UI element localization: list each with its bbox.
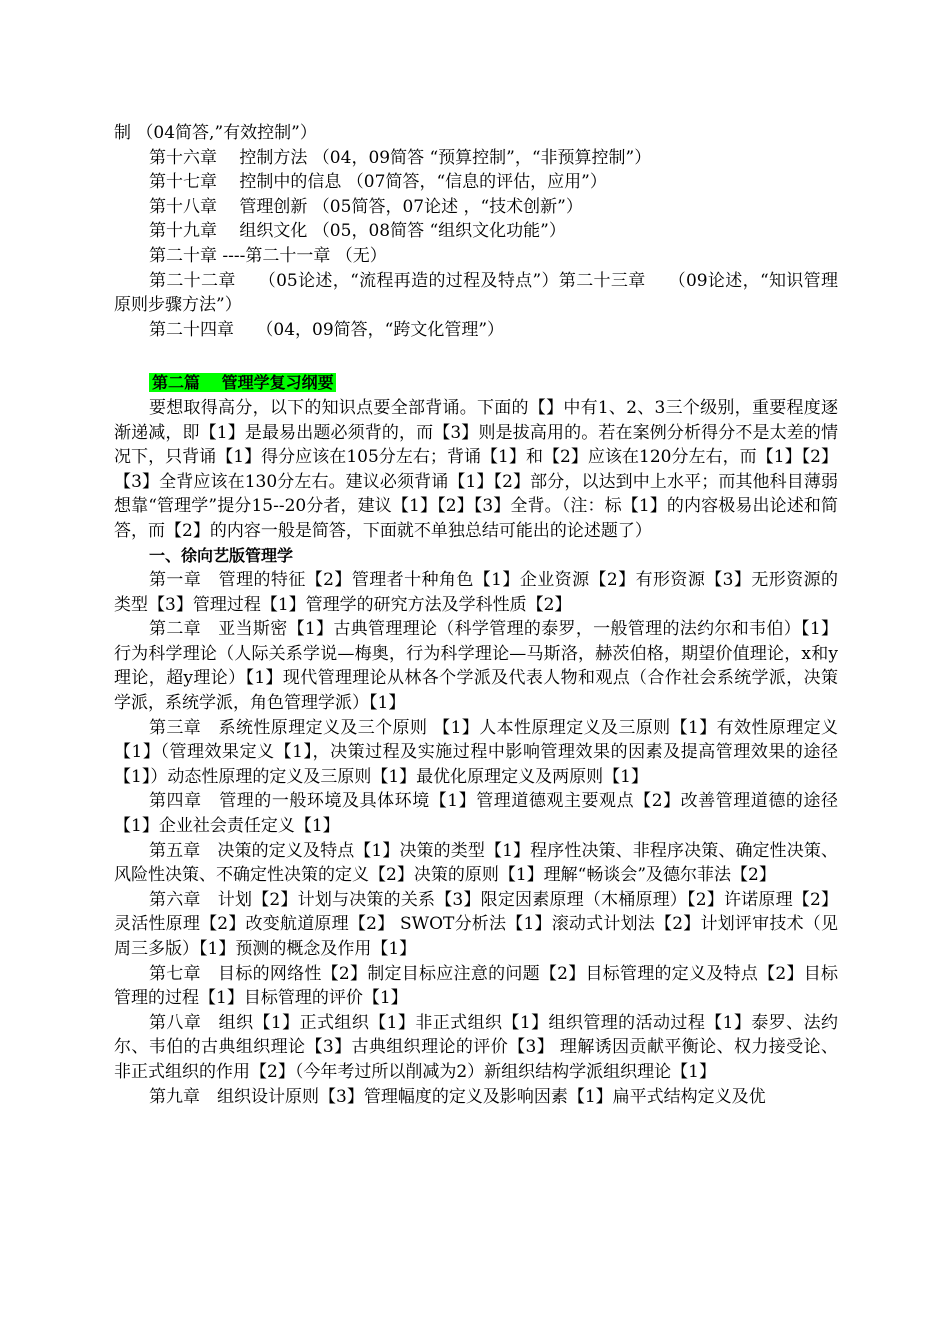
intro-paragraph: 要想取得高分，以下的知识点要全部背诵。下面的【】中有1、2、3三个级别，重要程度逐渐递减，即【1】是最易出题必须背的，而【3】则是拔高用的。若在案例分析得分不是太差的情况下，只背诵【1】得分应该在105分左右；背诵【1】和【2】应该在120分左右，而【1】【2】【3】全背应该在130分左右。建议必须背诵【1】【2】部分，以达到中上水平；而其他科目薄弱想靠“管理学”提分15--20分者，建议【1】【2】【3】全背。（注：标【1】的内容极易出论述和简答，而【2】的内容一般是简答，下面就不单独总结可能出的论述题了） xyxy=(114,397,838,541)
toc-line: 第十六章 控制方法 （04，09简答 “预算控制”，“非预算控制”） xyxy=(149,147,652,168)
chapter-paragraph: 第九章 组织设计原则【3】管理幅度的定义及影响因素【1】扁平式结构定义及优 xyxy=(149,1086,766,1107)
chapter-paragraph: 第一章 管理的特征【2】管理者十种角色【1】企业资源【2】有形资源【3】无形资源的类型【3】管理过程【1】管理学的研究方法及学科性质【2】 xyxy=(114,570,838,615)
chapter-paragraph: 第八章 组织【1】正式组织【1】非正式组织【1】组织管理的活动过程【1】泰罗、法约尔、韦伯的古典组织理论【3】古典组织理论的评价【3】 理解诱因贡献平衡论、权力接受论、非正式组织的作用【2】（今年考过所以削减为2）新组织结构学派组织理论【1】 xyxy=(114,1012,838,1082)
toc-line: 第二十章 ----第二十一章 （无） xyxy=(149,245,387,266)
chapter-paragraph: 第七章 目标的网络性【2】制定目标应注意的问题【2】目标管理的定义及特点【2】目标管理的过程【1】目标管理的评价【1】 xyxy=(114,963,838,1009)
spacer xyxy=(114,342,838,371)
toc-line: 第十七章 控制中的信息 （07简答，“信息的评估，应用”） xyxy=(149,172,607,193)
chapter-paragraph: 第五章 决策的定义及特点【1】决策的类型【1】程序性决策、非程序决策、确定性决策、风险性决策、不确定性决策的定义【2】决策的原则【1】理解“畅谈会”及德尔菲法【2】 xyxy=(114,840,838,886)
toc-line: 第二十四章 （04，09简答，“跨文化管理”） xyxy=(149,319,505,340)
section-heading xyxy=(114,371,838,396)
chapter-paragraph: 第二章 亚当斯密【1】古典管理理论（科学管理的泰罗，一般管理的法约尔和韦伯）【1】行为科学理论（人际关系学说—梅奥，行为科学理论—马斯洛，赫茨伯格，期望价值理论，x和y理论，超y理论）【1】现代管理理论从林各个学派及代表人物和观点（合作社会系统学派，决策学派，系统学派，角色管理学派）【1】 xyxy=(114,619,838,714)
section-title: 第二篇 管理学复习纲要 xyxy=(149,373,336,392)
toc-line: 制 （04简答,”有效控制”） xyxy=(114,123,317,143)
toc-line: 第二十二章 （05论述，“流程再造的过程及特点”）第二十三章 （09论述，“知识管理原则步骤方法”） xyxy=(114,270,838,316)
toc-line: 第十九章 组织文化 （05，08简答 “组织文化功能”） xyxy=(149,221,566,242)
chapter-paragraph: 第六章 计划【2】计划与决策的关系【3】限定因素原理（木桶原理）【2】许诺原理【2】灵活性原理【2】改变航道原理【2】 SWOT分析法【1】滚动式计划法【2】计划评审技术（见周三多版）【1】预测的概念及作用【1】 xyxy=(114,889,838,959)
subsection-title: 一、徐向艺版管理学 xyxy=(149,545,294,565)
chapter-paragraph: 第三章 系统性原理定义及三个原则 【1】人本性原理定义及三原则【1】有效性原理定义【1】（管理效果定义【1】，决策过程及实施过程中影响管理效果的因素及提高管理效果的途径【1】）动态性原理的定义及三原则【1】最优化原理定义及两原则【1】 xyxy=(114,717,838,787)
chapter-paragraph: 第四章 管理的一般环境及具体环境【1】管理道德观主要观点【2】改善管理道德的途径【1】企业社会责任定义【1】 xyxy=(114,791,838,837)
document-page xyxy=(114,121,838,1109)
toc-line: 第十八章 管理创新 （05简答，07论述 ，“技术创新”） xyxy=(149,196,583,217)
